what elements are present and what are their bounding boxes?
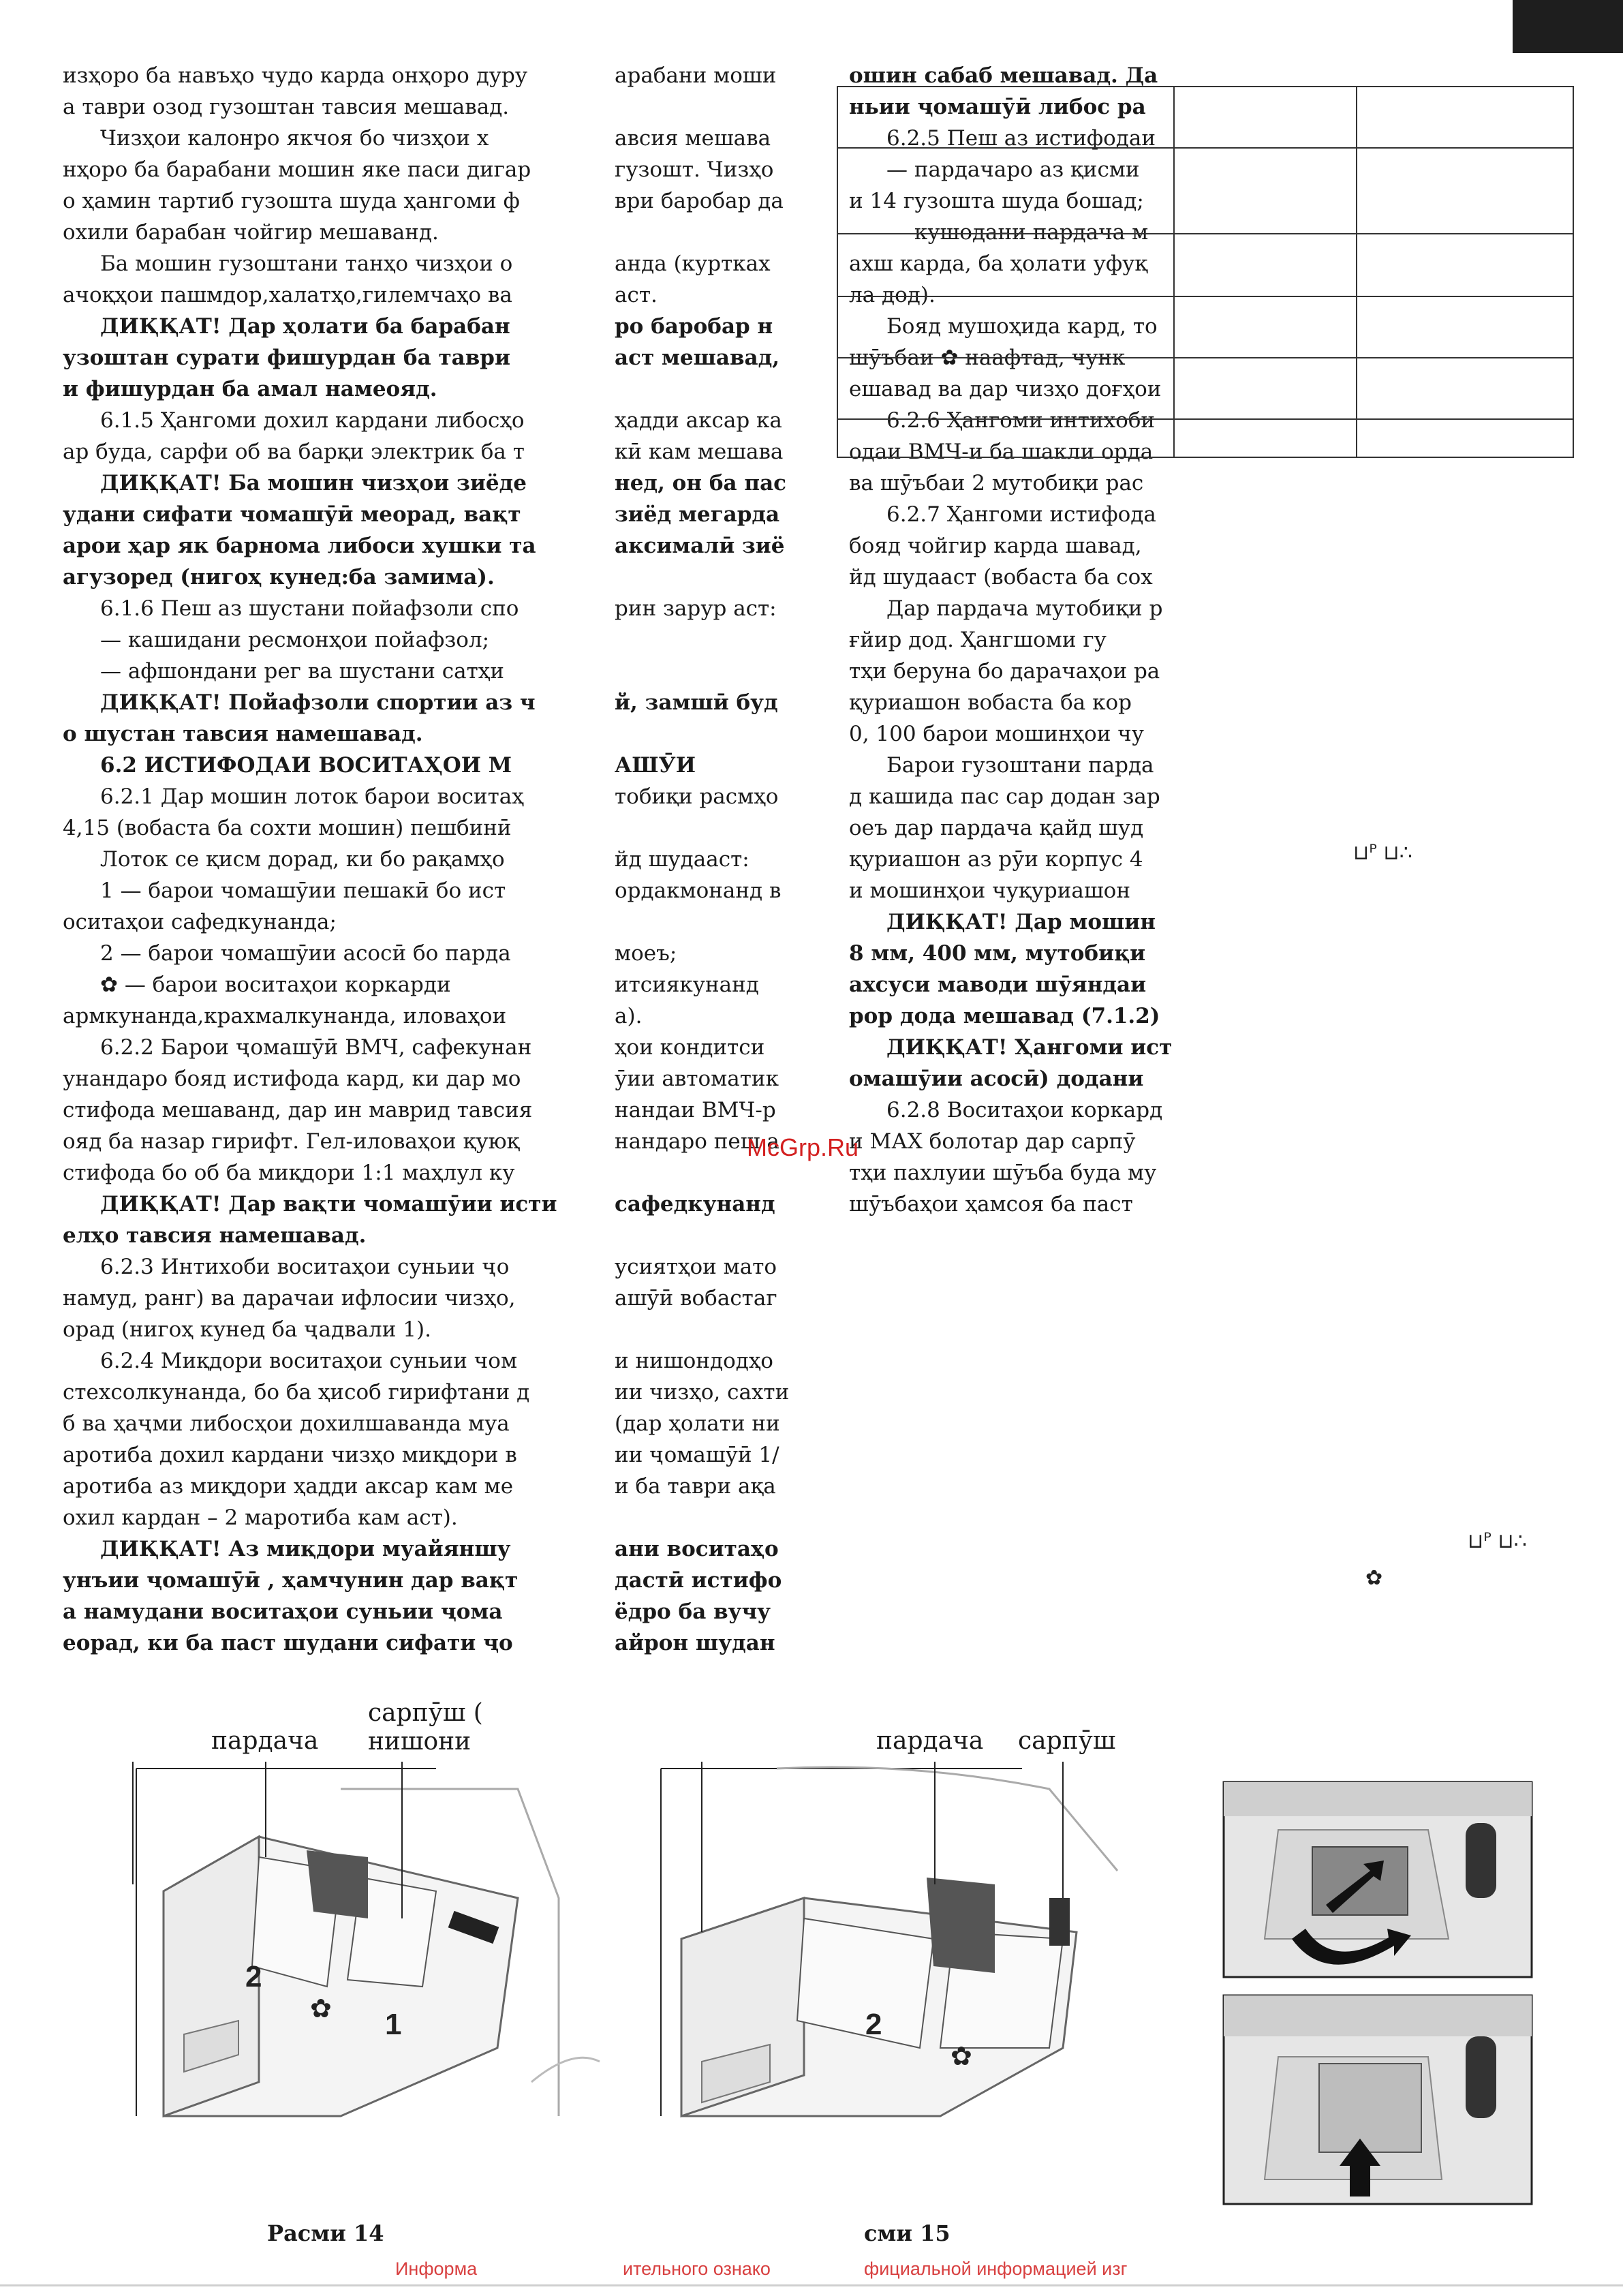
col1-line: ✿ — барои воситаҳои коркарди [100,973,451,997]
col1-line: 4,15 (вобаста ба сохти мошин) пешбинӣ [63,816,512,840]
col3-line: ньии ҷомашӯӣ либос ра [849,95,1146,119]
col2-line: ордакмонанд в [615,878,782,903]
col2-line: дастӣ истифо [615,1568,782,1593]
col1-line: — кашидани ресмонҳои пойафзол; [100,628,490,652]
col3-line: ешавад ва дар чизҳо доғҳои [849,377,1162,401]
col3-line: 6.2.6 Ҳангоми интихоби [886,408,1156,433]
col1-line: ДИҚҚАТ! Дар вақти чомашӯии исти [100,1192,557,1216]
col1-line: ДИҚҚАТ! Аз миқдори муайяншу [100,1537,511,1561]
photo-bottom-flap [1319,2064,1421,2152]
footer-text-3: фициальной информацией изг [864,2259,1128,2279]
col2-line: гузошт. Чизҳо [615,157,774,182]
col2-line [615,217,785,248]
col2-line: и ба таври ақа [615,1474,776,1499]
footer-divider [0,2284,1623,2286]
fig15-drawing [640,1762,1145,2116]
col3-line: оеъ дар пардача қайд шуд [849,816,1144,840]
col3-line: қуриашон вобаста ба кор [849,690,1132,715]
col1-line: намуд, ранг) ва дарачаи ифлосии чизҳо, [63,1286,516,1311]
col2-line: нед, он ба пас [615,471,787,495]
col2-line [615,91,785,123]
col3-line: 8 мм, 400 мм, мутобиқи [849,941,1146,966]
col3-line: ла дод). [849,283,936,307]
photo-top-knob [1466,1823,1496,1898]
col2-line: рин зарур аст: [615,596,777,621]
col2-line [615,1220,785,1251]
photo-bottom-knob [1466,2036,1496,2118]
col3-line: Бояд мушоҳида кард, то [886,314,1158,339]
col1-line: ДИҚҚАТ! Ба мошин чизҳои зиёде [100,471,527,495]
col2-line: моеъ; [615,941,677,966]
col3-line: одаи ВМЧ-и ба шакли орда [849,440,1154,464]
col3-line: и 14 гузошта шуда бошад; [849,189,1144,213]
softener-flower-symbol: ✿ [1365,1566,1383,1590]
col2-line: зиёд мегарда [615,502,780,527]
col1-line: унандаро бояд истифода кард, ки дар мо [63,1067,521,1091]
col1-line: аротиба дохил кардани чизҳо миқдори в [63,1443,517,1467]
col2-line: а). [615,1004,643,1028]
col3-line: бояд чойгир карда шавад, [849,534,1142,558]
col1-line: Чизҳои калонро якчоя бо чизҳои х [100,126,489,151]
col3-line: йд шудааст (вобаста ба сох [849,565,1153,590]
photo-top-panel [1224,1782,1532,1816]
col3-line: ва шӯъбаи 2 мутобиқи рас [849,471,1144,495]
col1-line: ояд ба назар гирифт. Гел-иловаҳои қуюқ [63,1129,520,1154]
col3-line: тҳи беруна бо дарачаҳои ра [849,659,1160,684]
col2-line: ҳои кондитси [615,1035,765,1060]
col1-line: арои ҳар як барнома либоси хушки та [63,534,536,558]
col2-line: аксималӣ зиё [615,534,785,558]
col2-line: ии ҷомашӯӣ 1/ [615,1443,779,1467]
col1-line: оситаҳои сафедкунанда; [63,910,337,934]
footer-text-2: ительного ознако [623,2259,771,2279]
fig14-flap-insert [307,1850,368,1918]
col2-line: ёдро ба вучу [615,1599,771,1624]
col2-line: тобиқи расмҳо [615,784,779,809]
col2-line [615,906,785,938]
col3-line: ДИҚҚАТ! Ҳангоми ист [886,1035,1173,1060]
reference-table [837,86,1574,458]
col1-line: унъии ҷомашӯӣ , ҳамчунин дар вақт [63,1568,519,1593]
col1-line: ДИҚҚАТ! Пойафзоли спортии аз ч [100,690,536,715]
fig14-label-flap: пардача [211,1727,319,1755]
col1-line: узоштан сурати фишурдан ба таври [63,346,510,370]
col1-line: а таври озод гузоштан тавсия мешавад. [63,95,510,119]
col2-line: анда (куртках [615,251,771,276]
col1-line: ар буда, сарфи об ва барқи электрик ба т [63,440,525,464]
fig15-number-2: 2 [865,2008,882,2041]
col3-line: ғйир дод. Ҳангшоми гу [849,628,1107,652]
col2-line [615,624,785,656]
col1-line: орад (нигоҳ кунед ба ҷадвали 1). [63,1317,431,1342]
col2-line: авсия мешава [615,126,771,151]
col1-line: стехсолкунанда, бо ба ҳисоб гирифтани д [63,1380,530,1405]
col2-line [615,562,785,593]
col3-line: и МАХ болотар дар сарпӯ [849,1129,1136,1154]
col1-line: 1 — барои чомашӯии пешакӣ бо ист [100,878,506,903]
fig14-caption: Расми 14 [267,2220,384,2246]
col1-line: 6.2 ИСТИФОДАИ ВОСИТАҲОИ М [100,753,512,778]
col2-line [615,1502,785,1533]
col2-line: нандаи ВМЧ-р [615,1098,776,1122]
col2-line: сафедкунанд [615,1192,775,1216]
col2-line: кӣ кам мешава [615,440,784,464]
col2-line [615,812,785,844]
fig14-label-lid-2: нишони [368,1728,472,1756]
col2-line [615,373,785,405]
prewash-main-wash-symbol-2: ⊔ᴾ ⊔∴ [1468,1529,1527,1553]
fig14-number-1: 1 [385,2008,402,2041]
col1-line: — афшондани рег ва шустани сатҳи [100,659,504,684]
col2-line: йд шудааст: [615,847,749,872]
col3-line: 0, 100 барои мошинҳои чу [849,722,1144,746]
fig14-flower-icon: ✿ [310,1993,332,2023]
page-corner-tab [1513,0,1623,53]
fig14-drum-rim [531,2057,600,2082]
col3-line: Дар пардача мутобиқи р [886,596,1163,621]
col1-line: 6.2.4 Миқдори воситаҳои суньии чом [100,1349,518,1373]
col2-line: усиятҳои мато [615,1255,777,1279]
fig15-caption: сми 15 [864,2220,950,2246]
col1-line: охил кардан – 2 маротиба кам аст). [63,1505,458,1530]
col1-line: 6.2.1 Дар мошин лоток барои воситаҳ [100,784,524,809]
col3-line: ошин сабаб мешавад. Да [849,63,1158,88]
col3-line: ахсуси маводи шӯяндаи [849,973,1147,997]
col1-line: б ва ҳаҷми либосҳои дохилшаванда муа [63,1411,510,1436]
col2-line: нандаро пеш а [615,1129,779,1154]
col3-line: 6.2.5 Пеш аз истифодаи [886,126,1156,151]
col3-line: д кашида пас сар додан зар [849,784,1160,809]
col1-line: 6.1.6 Пеш аз шустани пойафзоли спо [100,596,519,621]
col2-line [615,1314,785,1345]
col2-line: ии чизҳо, сахти [615,1380,790,1405]
fig15-label-flap: пардача [876,1727,984,1755]
text-column-left [63,60,557,1659]
col2-line: й, замшӣ буд [615,690,778,715]
col3-line: шӯъбаи ✿ наафтад, чунк [849,346,1126,370]
col1-line: 6.2.3 Интихоби воситаҳои суньии ҷо [100,1255,510,1279]
fig15-flower-icon: ✿ [950,2041,972,2071]
col2-line: ашӯӣ вобастаг [615,1286,777,1311]
col1-line: удани сифати чомашӯӣ меорад, вақт [63,502,521,527]
col1-line: изҳоро ба навъҳо чудо карда онҳоро дуру [63,63,528,88]
col3-line: Барои гузоштани парда [886,753,1154,778]
col3-line: — кушодани пардача м [886,220,1149,245]
col3-line: и мошинҳои чуқуриашон [849,878,1130,903]
col1-line: нҳоро ба барабани мошин яке паси дигар [63,157,531,182]
col2-line: арабани моши [615,63,777,88]
col2-line: айрон шудан [615,1631,775,1655]
col1-line: елҳо тавсия намешавад. [63,1223,367,1248]
col2-line: (дар ҳолати ни [615,1411,780,1436]
col1-line: о шустан тавсия намешавад. [63,722,423,746]
watermark: McGrp.Ru [747,1133,859,1161]
fig15-label-lid: сарпӯш [1018,1727,1116,1755]
col3-line: тҳи пахлуии шӯъба буда му [849,1161,1157,1185]
col1-line: агузоред (нигоҳ кунед:ба замима). [63,565,495,590]
fig14-drawer-front [164,1837,259,2116]
col1-line: ДИҚҚАТ! Дар ҳолати ба барабан [100,314,510,339]
col1-line: аротиба аз миқдори ҳадди аксар кам ме [63,1474,514,1499]
text-column-middle [615,60,790,1659]
col2-line: итсиякунанд [615,973,759,997]
fig15-lid [1049,1898,1070,1946]
col2-line [615,718,785,750]
col1-line: ачоқҳои пашмдор,халатҳо,гилемчаҳо ва [63,283,512,307]
photo-bottom-panel [1224,1995,1532,2036]
col1-line: 6.2.2 Барои ҷомашӯӣ ВМЧ, сафекунан [100,1035,532,1060]
fig14-drawing [82,1762,600,2116]
col3-line: — пардачаро аз қисми [886,157,1140,182]
prewash-main-wash-symbol: ⊔ᴾ ⊔∴ [1353,841,1412,865]
col3-line: 6.2.8 Воситаҳои коркард [886,1098,1163,1122]
col3-line: ДИҚҚАТ! Дар мошин [886,910,1156,934]
col3-line: 6.2.7 Ҳангоми истифода [886,502,1156,527]
col2-line: ҳадди аксар ка [615,408,782,433]
photo-top [1224,1782,1532,1977]
col2-line: ӯии автоматик [615,1067,779,1091]
col3-line: шӯъбаҳои ҳамсоя ба паст [849,1192,1133,1216]
col1-line: 2 — барои чомашӯии асосӣ бо парда [100,941,511,966]
col1-line: 6.1.5 Ҳангоми дохил кардани либосҳо [100,408,525,433]
fig14-label-lid: сарпӯш ( [368,1699,483,1727]
col2-line: ро баробар н [615,314,773,339]
photo-bottom [1224,1995,1532,2204]
col1-line: стифода бо об ба миқдори 1:1 маҳлул ку [63,1161,515,1185]
col1-line: Лоток се қисм дорад, ки бо рақамҳо [100,847,505,872]
col1-line: еорад, ки ба паст шудани сифати ҷо [63,1631,513,1655]
col3-line: омашӯии асосӣ) додани [849,1067,1144,1091]
col2-line: и нишондодҳо [615,1349,773,1373]
col1-line: о ҳамин тартиб гузошта шуда ҳангоми ф [63,189,520,213]
col2-line: АШӮИ [615,753,696,778]
col2-line: ани воситаҳо [615,1537,779,1561]
col1-line: Ба мошин гузоштани танҳо чизҳои о [100,251,513,276]
fig15-flap [927,1878,995,1973]
fig15-machine-body [777,1767,1117,1871]
col1-line: а намудани воситаҳои суньии ҷома [63,1599,503,1624]
footer-text-1: Информа [395,2259,478,2279]
fig14-number-2: 2 [245,1960,262,1993]
col3-line: рор дода мешавад (7.1.2) [849,1004,1160,1028]
col2-line: аст. [615,283,658,307]
col2-line: ври баробар да [615,189,784,213]
col3-line: ахш карда, ба ҳолати уфуқ [849,251,1148,276]
col1-line: армкунанда,крахмалкунанда, иловаҳои [63,1004,507,1028]
col1-line: охили барабан чойгир мешаванд. [63,220,439,245]
col1-line: и фишурдан ба амал намеояд. [63,377,437,401]
col2-line: аст мешавад, [615,346,780,370]
col1-line: стифода мешаванд, дар ин маврид тавсия [63,1098,533,1122]
col3-line: қуриашон аз рӯи корпус 4 [849,847,1143,872]
col2-line [615,656,785,687]
